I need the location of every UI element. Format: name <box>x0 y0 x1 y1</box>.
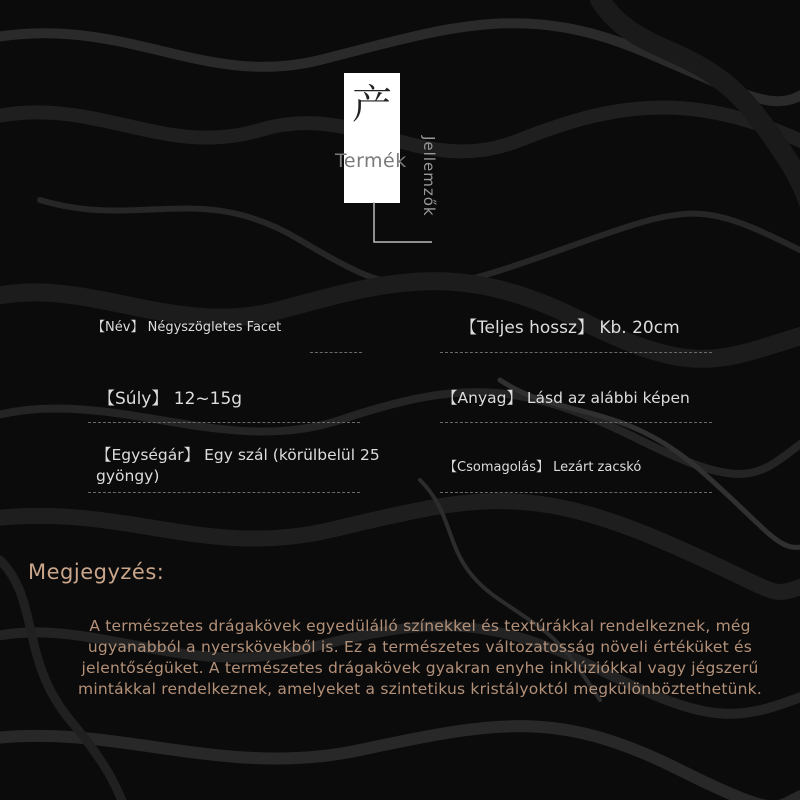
spec-weight-value: 12~15g <box>173 389 243 409</box>
divider <box>88 422 360 423</box>
spec-unit-price: 【Egységár】 Egy szál (körülbelül 25 gyöngy) <box>96 446 380 485</box>
spec-unit-price-label: Egységár <box>111 446 184 464</box>
spec-length: 【Teljes hossz】 Kb. 20cm <box>460 318 680 338</box>
spec-length-value: Kb. 20cm <box>599 318 680 338</box>
title-word: Termék <box>335 150 407 172</box>
spec-length-label: Teljes hossz <box>477 318 577 338</box>
spec-packaging: 【Csomagolás】 Lezárt zacskó <box>444 460 642 475</box>
spec-material: 【Anyag】 Lásd az alábbi képen <box>442 389 690 407</box>
divider <box>88 492 360 493</box>
spec-material-value: Lásd az alábbi képen <box>526 389 690 407</box>
spec-unit-price-value: Egy szál (körülbelül 25 gyöngy) <box>96 446 380 485</box>
title-glyph <box>348 78 396 130</box>
title-vertical-label: Jellemzők <box>420 136 438 217</box>
svg-text:产: 产 <box>352 82 392 128</box>
spec-name: 【Név】 Négyszögletes Facet <box>92 320 282 335</box>
divider <box>440 492 712 493</box>
spec-packaging-label: Csomagolás <box>457 460 537 475</box>
spec-weight-label: Súly <box>115 389 152 409</box>
spec-name-label: Név <box>105 320 131 335</box>
spec-packaging-value: Lezárt zacskó <box>553 460 642 475</box>
title-connector-line <box>370 202 434 244</box>
divider <box>440 352 712 353</box>
spec-material-label: Anyag <box>457 389 507 407</box>
note-heading: Megjegyzés: <box>28 560 165 584</box>
note-body: A természetes drágakövek egyedülálló színekkel és textúrákkal rendelkeznek, még ugyanabból a nyerskövekből is. Ez a természetes változatosság növeli értéküket és jelentőségüket. A természetes drágakövek gyakran enyhe inklúziókkal vagy jégszerű mintákkal rendelkeznek, amelyeket a szintetikus kristályoktól megkülönböztethetünk. <box>78 617 762 698</box>
divider <box>440 422 712 423</box>
divider <box>310 352 362 353</box>
spec-name-value: Négyszögletes Facet <box>147 320 282 335</box>
spec-weight: 【Súly】 12~15g <box>98 389 243 409</box>
